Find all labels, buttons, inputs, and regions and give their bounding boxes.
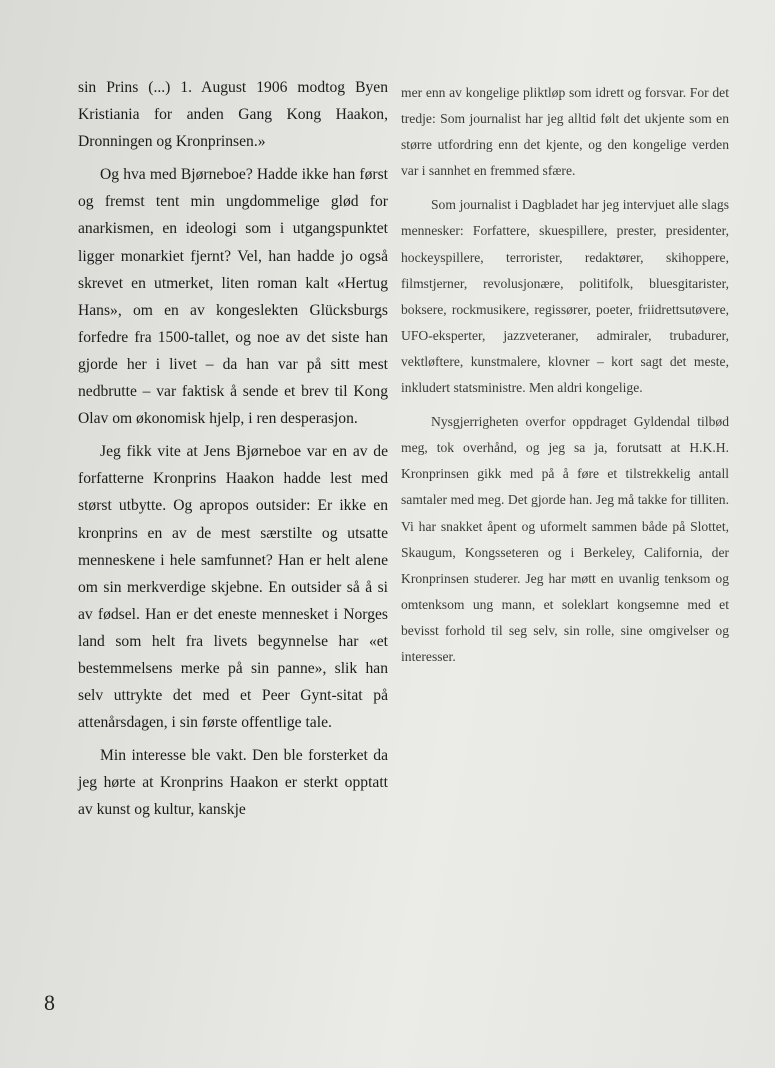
left-column [78,74,388,824]
paragraph: Som journalist i Dagbladet har jeg intervjuet alle slags mennesker: Forfattere, skuespillere, prester, presidenter, hockeyspillere, terrorister, redaktører, skihoppere, filmstjerner, revolusjonære, politifolk, bluesgitarister, boksere, rockmusikere, regissører, poeter, friidrettsutøvere, UFO-eksperter, jazzveteraner, admiraler, trubadurer, vektløftere, kunstmalere, klovner – kort sagt det meste, inkludert statsministre. Men aldri kongelige. [401,197,729,396]
page-number: 8 [44,990,55,1015]
paragraph: Nysgjerrigheten overfor oppdraget Gyldendal tilbød meg, tok overhånd, og jeg sa ja, forutsatt at H.K.H. Kronprinsen gikk med på å føre et tilstrekkelig antall samtaler med meg. Det gjorde han. Jeg må takke for tilliten. Vi har snakket åpent og uformelt sammen både på Slottet, Skaugum, Kongsseteren og i Berkeley, California, der Kronprinsen studerer. Jeg har møtt en uvanlig tenksom og omtenksom ung mann, et soleklart kongsemne med et bevisst forhold til seg selv, sin rolle, sine omgivelser og interesser. [401,414,729,664]
paragraph: sin Prins (...) 1. August 1906 modtog Byen Kristiania for anden Gang Kong Haakon, Dronningen og Kronprinsen.» [78,79,388,151]
paragraph: Min interesse ble vakt. Den ble forsterket da jeg hørte at Kronprins Haakon er sterkt opptatt av kunst og kultur, kanskje [78,747,388,819]
paragraph: Og hva med Bjørneboe? Hadde ikke han først og fremst tent min ungdommelige glød for anarkismen, en ideologi som i utgangspunktet ligger monarkiet fjernt? Vel, han hadde jo også skrevet en utmerket, liten roman kalt «Hertug Hans», om en av kongeslekten Glücksburgs forfedre fra 1500-tallet, og noe av det siste han gjorde her i livet – da han var på sitt mest nedbrutte – var faktisk å sende et brev til Kong Olav om økonomisk hjelp, i ren desperasjon. [78,166,388,428]
paragraph: mer enn av kongelige pliktløp som idrett og forsvar. For det tredje: Som journalist har jeg alltid følt det ukjente som en større utfordring enn det kjente, og den kongelige verden var i sannhet en fremmed sfære. [401,85,729,179]
paragraph: Jeg fikk vite at Jens Bjørneboe var en av de forfatterne Kronprins Haakon hadde lest med størst utbytte. Og apropos outsider: Er ikke en kronprins en av de mest særstilte og utsatte menneskene i hele samfunnet? Han er helt alene om sin merkverdige skjebne. En outsider så å si av fødsel. Han er det eneste mennesket i Norges land som helt fra livets begynnelse har «et bestemmelsens merke på sin panne», slik han selv uttrykte det med et Peer Gynt-sitat på attenårsdagen, i sin første offentlige tale. [78,443,388,732]
right-column [401,80,729,670]
